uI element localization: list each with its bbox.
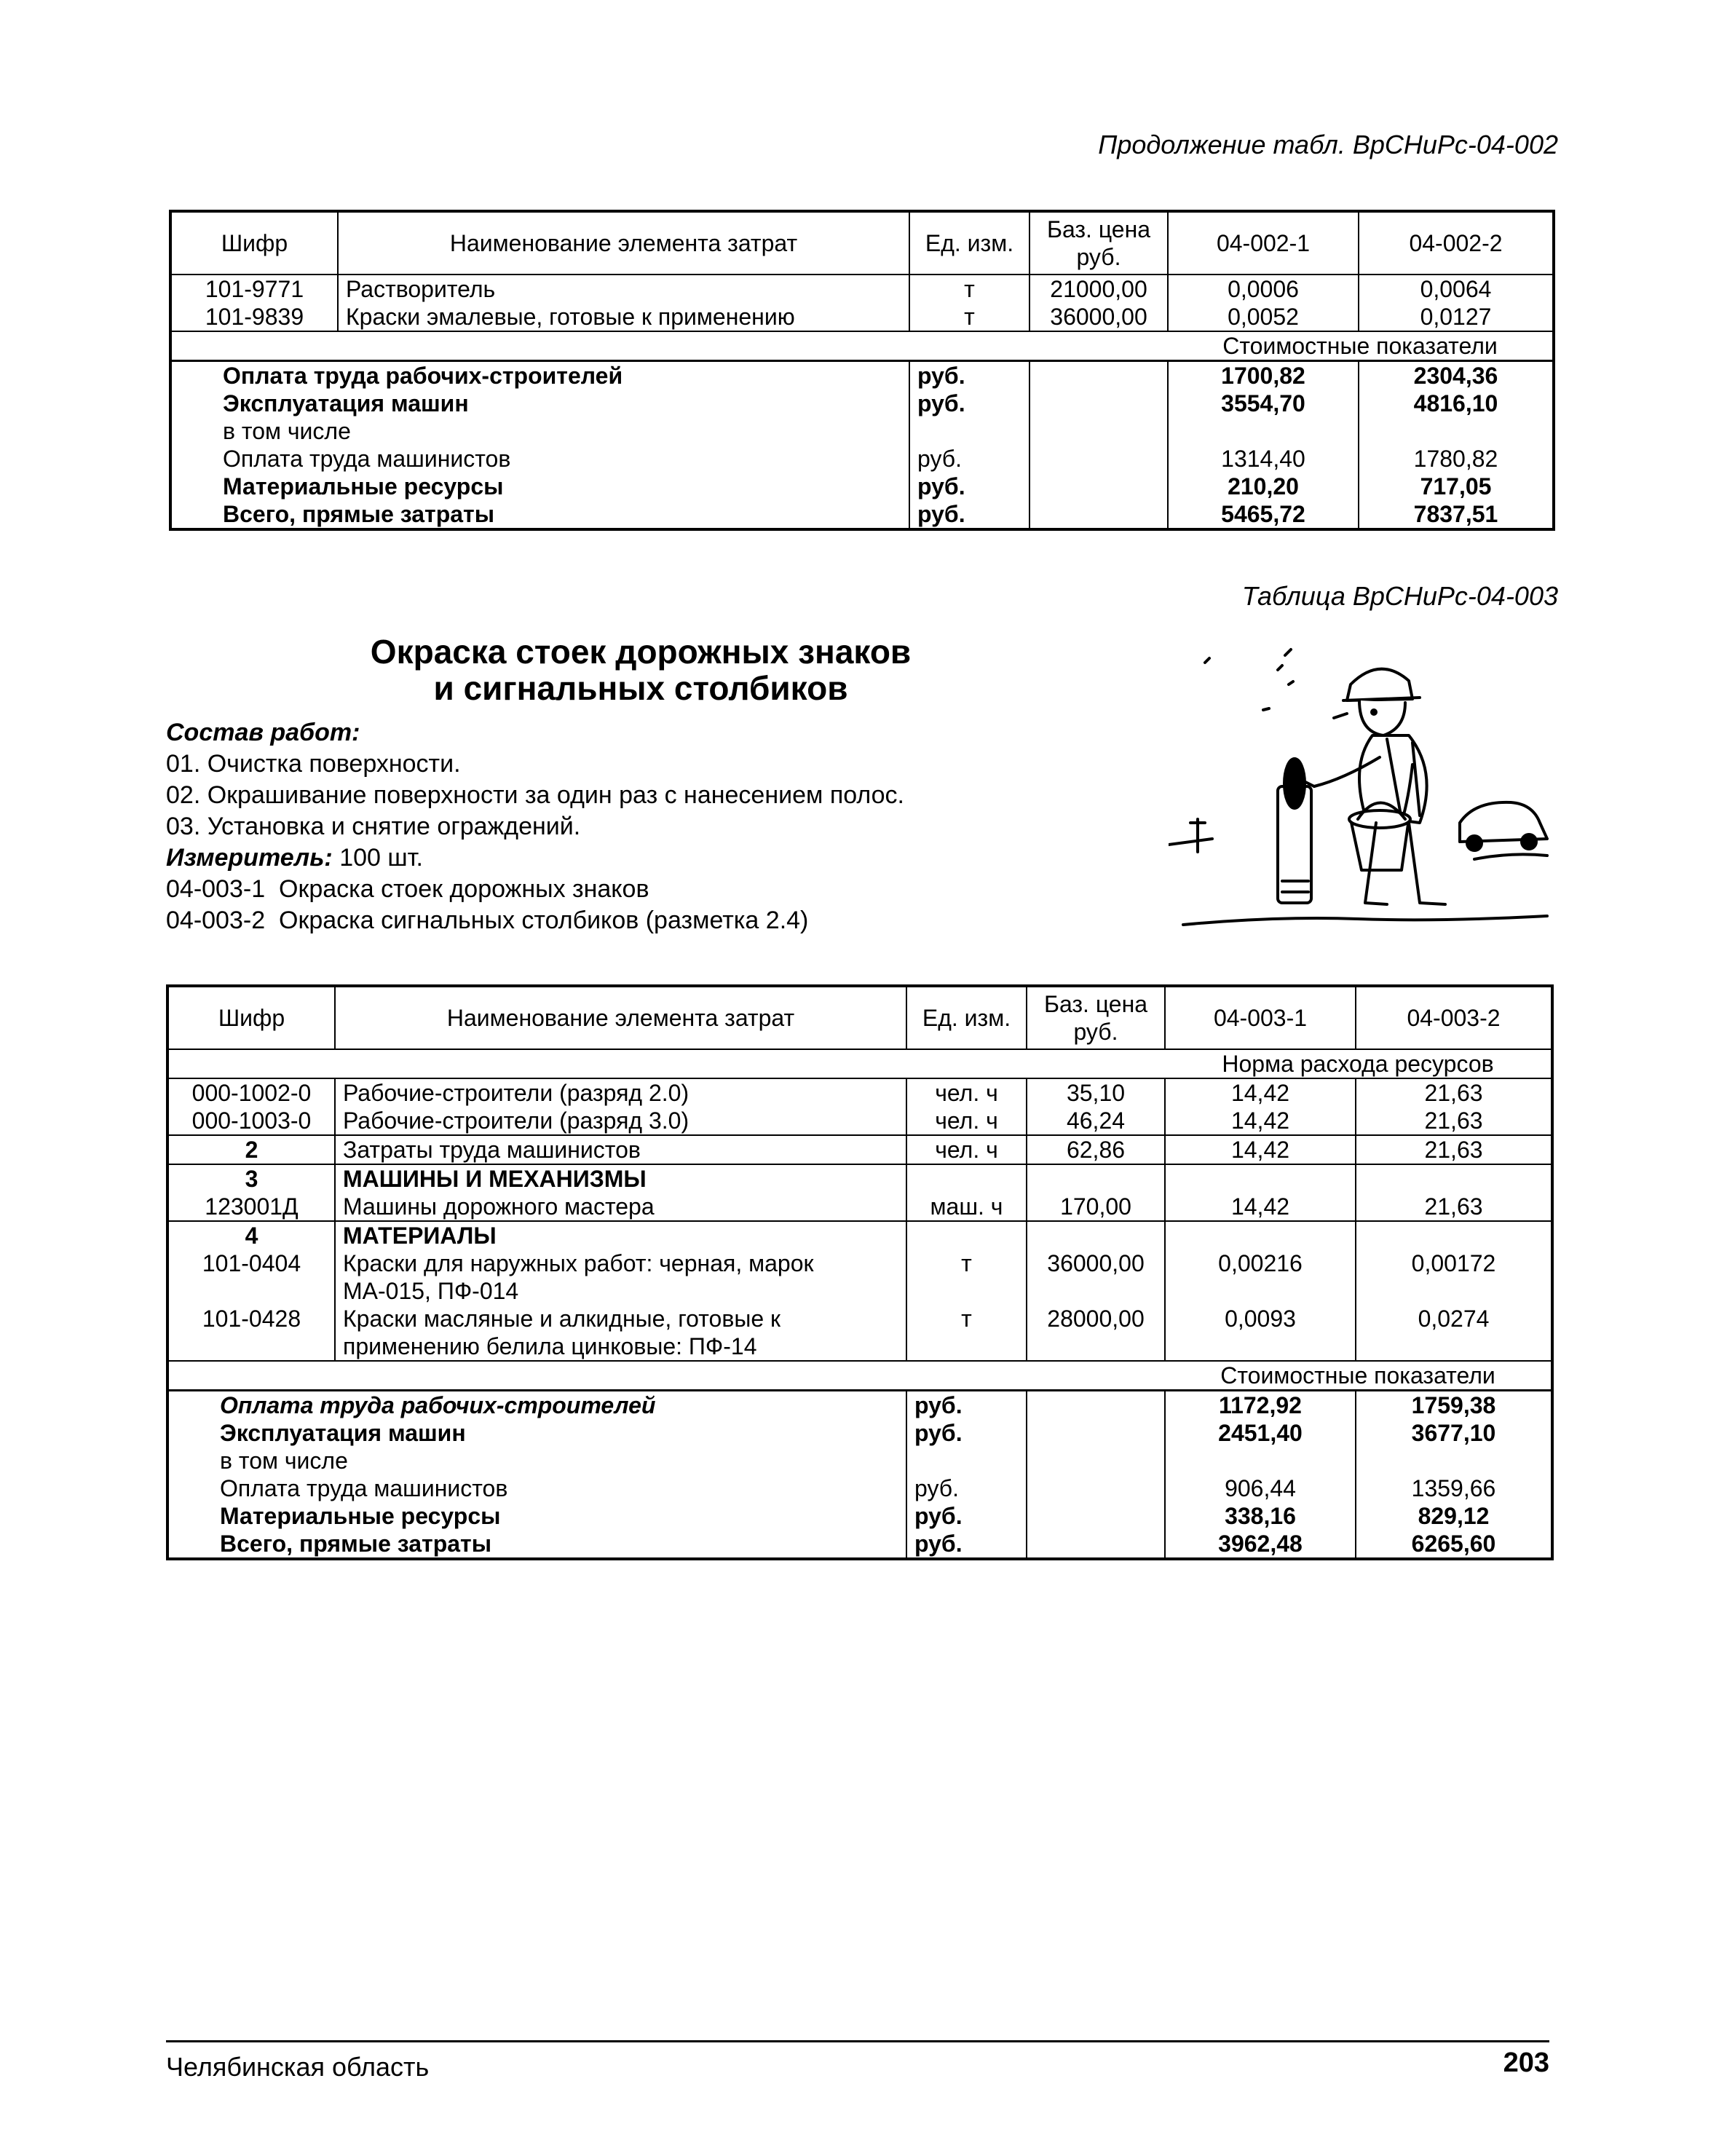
header-variant-1: 04-002-1: [1168, 211, 1359, 275]
cost-row: [167, 1502, 1552, 1530]
cell-value-1: 14,42: [1165, 1135, 1356, 1164]
cell-name: МАТЕРИАЛЫ: [335, 1221, 906, 1249]
section-label-row: [167, 1361, 1552, 1391]
cell-price: 36000,00: [1030, 303, 1168, 331]
table-row: [167, 1305, 1552, 1361]
table-header-row: [167, 986, 1552, 1049]
cell-value-1: 0,0006: [1168, 275, 1359, 303]
header-unit: Ед. изм.: [906, 986, 1027, 1049]
cell-name: Растворитель: [338, 275, 909, 303]
footer-divider: [166, 2040, 1549, 2042]
cost-unit: руб.: [909, 361, 1030, 390]
footer-region: Челябинская область: [166, 2052, 430, 2082]
cost-name: Оплата труда рабочих-строителей: [167, 1391, 906, 1420]
cost-value-2: 3677,10: [1356, 1419, 1552, 1447]
work-item: 02. Окрашивание поверхности за один раз с нанесением полос.: [166, 781, 904, 809]
cost-unit: руб.: [909, 473, 1030, 500]
cell-unit: т: [906, 1249, 1027, 1305]
cost-row: [170, 500, 1554, 529]
cost-name: Материальные ресурсы: [220, 1503, 501, 1529]
cell-value-1: 14,42: [1165, 1193, 1356, 1221]
cost-name: Оплата труда машинистов: [223, 446, 511, 472]
cost-value-2: 717,05: [1359, 473, 1554, 500]
cost-name: Оплата труда машинистов: [220, 1475, 508, 1501]
cell-value-2: 0,00172: [1356, 1249, 1552, 1305]
meter-value: 100 шт.: [339, 844, 423, 872]
cost-value-1: 3962,48: [1165, 1530, 1356, 1559]
cell-unit: чел. ч: [906, 1078, 1027, 1107]
cost-value-1: 1172,92: [1165, 1391, 1356, 1420]
worker-painting-illustration: [1169, 641, 1565, 939]
cell-name: Затраты труда машинистов: [335, 1135, 906, 1164]
page-number: 203: [1503, 2048, 1549, 2078]
cost-value-1: 2451,40: [1165, 1419, 1356, 1447]
table-group-row: [167, 1221, 1552, 1249]
cell-code: 101-9771: [205, 276, 304, 302]
cell-name: МАШИНЫ И МЕХАНИЗМЫ: [335, 1164, 906, 1193]
norm-label: Норма расхода ресурсов: [1222, 1051, 1494, 1077]
cell-unit: чел. ч: [906, 1107, 1027, 1135]
cell-unit: т: [909, 303, 1030, 331]
cell-code: 2: [167, 1135, 335, 1164]
cost-unit: руб.: [906, 1502, 1027, 1530]
cell-code: 101-0428: [202, 1306, 301, 1332]
cell-value-2: 21,63: [1356, 1078, 1552, 1107]
work-item: 03. Установка и снятие ограждений.: [166, 813, 581, 840]
table-row: [170, 303, 1554, 331]
cost-name: Всего, прямые затраты: [220, 1531, 492, 1557]
cell-unit: маш. ч: [906, 1193, 1027, 1221]
cell-price: 62,86: [1027, 1135, 1165, 1164]
header-name: Наименование элемента затрат: [335, 986, 906, 1049]
cell-code: 000-1002-0: [167, 1078, 335, 1107]
cell-unit: т: [909, 275, 1030, 303]
cell-code: 101-9839: [205, 304, 304, 330]
work-heading: Состав работ:: [166, 719, 360, 746]
table-group-row: [167, 1164, 1552, 1193]
cost-value-2: 4816,10: [1359, 390, 1554, 417]
cell-unit: т: [906, 1305, 1027, 1361]
cost-value-1: 210,20: [1168, 473, 1359, 500]
section-title: [277, 633, 1005, 706]
cell-value-2: 21,63: [1356, 1193, 1552, 1221]
cell-value-1: 0,0052: [1168, 303, 1359, 331]
section-label: Стоимостные показатели: [1165, 1361, 1552, 1391]
cost-value-2: 1359,66: [1356, 1474, 1552, 1502]
cell-name: Рабочие-строители (разряд 3.0): [335, 1107, 906, 1135]
cell-name: Краски для наружных работ: черная, марок МА-015, ПФ-014: [335, 1249, 906, 1305]
cost-unit: руб.: [909, 390, 1030, 417]
header-code: Шифр: [170, 211, 338, 275]
cost-row: [170, 473, 1554, 500]
cell-value-2: 21,63: [1356, 1107, 1552, 1135]
cell-value-1: 0,00216: [1165, 1249, 1356, 1305]
table-row: [167, 1193, 1552, 1221]
cell-price: 170,00: [1027, 1193, 1165, 1221]
cost-value-1: 5465,72: [1168, 500, 1359, 529]
cost-value-1: 338,16: [1165, 1502, 1356, 1530]
cost-name: в том числе: [223, 418, 351, 444]
work-item: 01. Очистка поверхности.: [166, 750, 461, 778]
variant-item: 04-003-2 Окраска сигнальных столбиков (разметка 2.4): [166, 907, 809, 934]
section-title-line-2: и сигнальных столбиков: [433, 669, 848, 707]
meter-label: Измеритель:: [166, 844, 333, 872]
cost-row: [167, 1391, 1552, 1420]
header-name: Наименование элемента затрат: [338, 211, 909, 275]
cell-value-2: 21,63: [1356, 1135, 1552, 1164]
cost-value-2: 829,12: [1356, 1502, 1552, 1530]
cell-code: 123001Д: [205, 1193, 299, 1220]
cell-code: 101-0404: [202, 1250, 301, 1276]
cell-value-2: 0,0127: [1359, 303, 1554, 331]
cost-unit: руб.: [909, 445, 1030, 473]
cost-row: [167, 1447, 1552, 1474]
cell-price: 21000,00: [1030, 275, 1168, 303]
work-description: [166, 717, 904, 936]
table-row: [167, 1078, 1552, 1107]
cell-price: 46,24: [1027, 1107, 1165, 1135]
header-price: Баз. цена руб.: [1030, 211, 1168, 275]
section-title-line-1: Окраска стоек дорожных знаков: [370, 633, 912, 671]
header-code: Шифр: [167, 986, 335, 1049]
cell-code: 4: [167, 1221, 335, 1249]
table-04-003: [166, 984, 1554, 1560]
table-caption: Таблица ВрСНиРс-04-003: [1241, 581, 1558, 611]
cost-unit: руб.: [909, 500, 1030, 529]
cost-row: [167, 1530, 1552, 1559]
cost-row: [167, 1419, 1552, 1447]
cost-name: Оплата труда рабочих-строителей: [170, 361, 909, 390]
cell-value-2: 0,0274: [1356, 1305, 1552, 1361]
cost-unit: руб.: [906, 1530, 1027, 1559]
cost-value-1: 906,44: [1165, 1474, 1356, 1502]
cell-name: Краски масляные и алкидные, готовые к применению белила цинковые: ПФ-14: [335, 1305, 906, 1361]
cell-name: Краски эмалевые, готовые к применению: [338, 303, 909, 331]
cost-name: в том числе: [220, 1448, 348, 1474]
cost-row: [170, 390, 1554, 417]
cost-value-1: 3554,70: [1168, 390, 1359, 417]
cost-value-2: 6265,60: [1356, 1530, 1552, 1559]
cost-row: [167, 1474, 1552, 1502]
cell-value-1: 14,42: [1165, 1107, 1356, 1135]
norm-label-row: [167, 1049, 1552, 1078]
table-row: [167, 1107, 1552, 1135]
cell-unit: чел. ч: [906, 1135, 1027, 1164]
header-variant-1: 04-003-1: [1165, 986, 1356, 1049]
cell-name: Машины дорожного мастера: [335, 1193, 906, 1221]
meter-line: [166, 842, 904, 874]
cost-name: Эксплуатация машин: [220, 1420, 466, 1446]
header-price: Баз. цена руб.: [1027, 986, 1165, 1049]
section-label-row: [170, 331, 1554, 361]
header-unit: Ед. изм.: [909, 211, 1030, 275]
table-header-row: [170, 211, 1554, 275]
header-variant-2: 04-003-2: [1356, 986, 1552, 1049]
variant-item: 04-003-1 Окраска стоек дорожных знаков: [166, 875, 649, 903]
cost-row: [170, 361, 1554, 390]
table-row: [167, 1249, 1552, 1305]
cell-name: Рабочие-строители (разряд 2.0): [335, 1078, 906, 1107]
cell-price: 36000,00: [1027, 1249, 1165, 1305]
table-row: [167, 1135, 1552, 1164]
cell-value-2: 0,0064: [1359, 275, 1554, 303]
cost-name: Всего, прямые затраты: [223, 501, 495, 527]
cell-code: 000-1003-0: [191, 1107, 312, 1134]
cost-unit: руб.: [906, 1419, 1027, 1447]
table-continuation-caption: Продолжение табл. ВрСНиРс-04-002: [1098, 130, 1558, 159]
header-variant-2: 04-002-2: [1359, 211, 1554, 275]
cost-unit: руб.: [906, 1474, 1027, 1502]
table-row: [170, 275, 1554, 303]
cost-unit: руб.: [906, 1391, 1027, 1420]
cost-value-1: 1314,40: [1168, 445, 1359, 473]
cost-value-2: 2304,36: [1359, 361, 1554, 390]
section-label: Стоимостные показатели: [1168, 331, 1554, 361]
cell-price: 28000,00: [1027, 1305, 1165, 1361]
cost-row: [170, 417, 1554, 445]
cell-code: 3: [167, 1164, 335, 1193]
cost-name: Эксплуатация машин: [223, 390, 469, 416]
cell-value-1: 14,42: [1165, 1078, 1356, 1107]
cell-price: 35,10: [1027, 1078, 1165, 1107]
cost-row: [170, 445, 1554, 473]
table-04-002: [169, 210, 1555, 531]
cost-value-2: 7837,51: [1359, 500, 1554, 529]
cost-value-2: 1759,38: [1356, 1391, 1552, 1420]
cost-value-1: 1700,82: [1168, 361, 1359, 390]
cell-value-1: 0,0093: [1165, 1305, 1356, 1361]
cost-name: Материальные ресурсы: [223, 473, 504, 499]
cost-value-2: 1780,82: [1359, 445, 1554, 473]
